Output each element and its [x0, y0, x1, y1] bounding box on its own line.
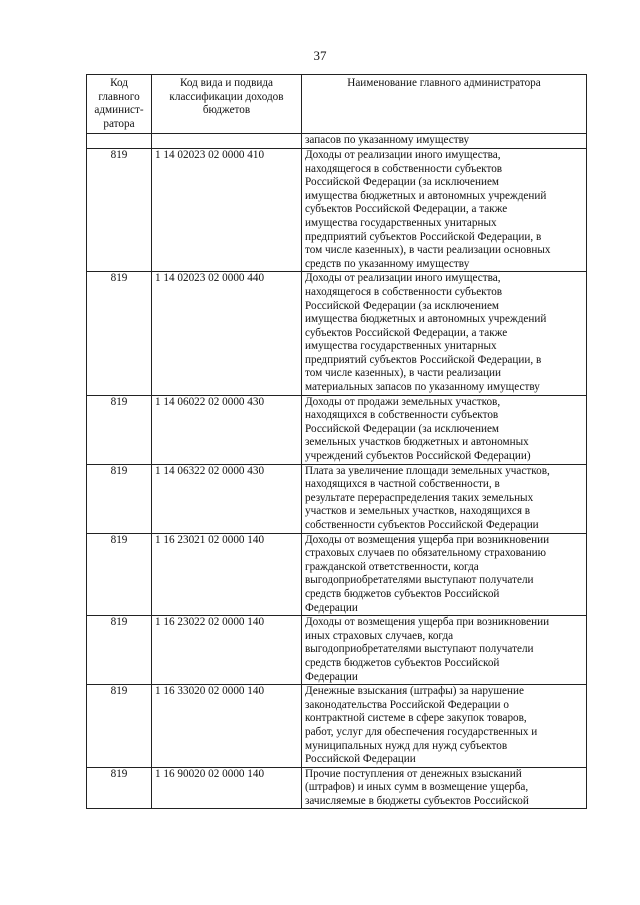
admin-name-line: имущества бюджетных и автономных учреждений: [305, 189, 547, 202]
admin-name-line: выгодоприобретателями выступают получатели: [305, 643, 534, 656]
admin-name-line: находящегося в собственности субъектов: [305, 162, 503, 175]
admin-code-cell: 819: [87, 767, 152, 809]
header-admin-code: Код главного админист- ратора: [87, 75, 152, 134]
admin-code-cell: 819: [87, 616, 152, 685]
admin-name-line: предприятий субъектов Российской Федерации, в: [305, 353, 542, 366]
admin-name-line: находящегося в собственности субъектов: [305, 285, 503, 298]
admin-name-line: Доходы от возмещения ущерба при возникновении: [305, 533, 550, 546]
admin-name-cell: [302, 616, 587, 685]
admin-name-line: средств бюджетов субъектов Российской: [305, 587, 500, 600]
admin-name-cell: [302, 272, 587, 395]
admin-name-line: Доходы от реализации иного имущества,: [305, 148, 501, 161]
admin-name-cell: [302, 767, 587, 809]
income-code-cell: 1 16 23022 02 0000 140: [152, 616, 302, 685]
admin-name-line: Доходы от реализации иного имущества,: [305, 272, 501, 285]
admin-name-line: имущества государственных унитарных: [305, 340, 497, 353]
admin-name-cell: [302, 464, 587, 533]
table-row: [87, 767, 587, 809]
admin-code-cell: 819: [87, 395, 152, 464]
table-row: [87, 685, 587, 768]
admin-name-line: находящихся в собственности субъектов: [305, 409, 499, 422]
table-row: [87, 272, 587, 395]
admin-name-cell: [302, 685, 587, 768]
admin-name-line: муниципальных нужд для нужд субъектов: [305, 739, 508, 752]
admin-name-line: средств бюджетов субъектов Российской: [305, 656, 500, 669]
income-code-cell: 1 16 23021 02 0000 140: [152, 533, 302, 616]
admin-name-line: том числе казенных), в части реализации: [305, 367, 501, 380]
admin-name-line: иных страховых случаев, когда: [305, 629, 454, 642]
header-admin-name: Наименование главного администратора: [302, 75, 587, 134]
admin-name-line: участков и земельных участков, находящихся в: [305, 505, 531, 518]
admin-name-line: Российской Федерации (за исключением: [305, 422, 499, 435]
admin-name-line: Федерации: [305, 601, 358, 614]
income-code-cell: 1 16 90020 02 0000 140: [152, 767, 302, 809]
admin-name-line: Прочие поступления от денежных взысканий: [305, 767, 522, 780]
income-code-cell: 1 14 02023 02 0000 410: [152, 148, 302, 271]
table-row: [87, 464, 587, 533]
admin-name-cell: [302, 533, 587, 616]
admin-name-line: работ, услуг для обеспечения государственных и: [305, 725, 538, 738]
admin-name-line: учреждений субъектов Российской Федерации): [305, 450, 531, 463]
admin-name-line: результате перераспределения таких земельных: [305, 491, 534, 504]
continuation-name-cell: запасов по указанному имуществу: [302, 134, 587, 149]
admin-name-line: предприятий субъектов Российской Федерации, в: [305, 230, 542, 243]
admin-name-line: выгодоприобретателями выступают получатели: [305, 574, 534, 587]
table-header-row: [87, 75, 587, 134]
table-row: [87, 395, 587, 464]
admin-name-line: законодательства Российской Федерации о: [305, 698, 509, 711]
table-row: [87, 616, 587, 685]
admin-name-line: Денежные взыскания (штрафы) за нарушение: [305, 685, 524, 698]
income-administrators-table: [86, 74, 587, 809]
header-income-code: Код вида и подвида классификации доходов бюджетов: [152, 75, 302, 134]
admin-code-cell: 819: [87, 148, 152, 271]
continuation-row: [87, 134, 587, 149]
admin-name-line: том числе казенных), в части реализации основных: [305, 244, 551, 257]
admin-name-line: страховых случаев по обязательному страхованию: [305, 547, 547, 560]
admin-name-line: зачисляемые в бюджеты субъектов Российской: [305, 794, 529, 807]
admin-code-cell: 819: [87, 272, 152, 395]
admin-name-line: Доходы от продажи земельных участков,: [305, 395, 501, 408]
admin-code-cell: 819: [87, 533, 152, 616]
income-code-cell: 1 16 33020 02 0000 140: [152, 685, 302, 768]
admin-name-line: Федерации: [305, 670, 358, 683]
admin-name-line: имущества государственных унитарных: [305, 216, 497, 229]
table-row: [87, 148, 587, 271]
page-number: 37: [313, 48, 327, 63]
income-code-cell: 1 14 06022 02 0000 430: [152, 395, 302, 464]
admin-name-line: собственности субъектов Российской Федерации: [305, 519, 539, 531]
admin-code-cell: 819: [87, 685, 152, 768]
admin-name-cell: [302, 148, 587, 271]
admin-name-cell: [302, 395, 587, 464]
income-code-cell: 1 14 02023 02 0000 440: [152, 272, 302, 395]
admin-name-line: средств по указанному имуществу: [305, 257, 470, 270]
admin-name-line: земельных участков бюджетных и автономных: [305, 436, 529, 449]
admin-name-line: гражданской ответственности, когда: [305, 560, 479, 573]
admin-name-line: субъектов Российской Федерации, а также: [305, 203, 508, 216]
admin-name-line: Российской Федерации (за исключением: [305, 176, 499, 189]
admin-name-line: Плата за увеличение площади земельных участков,: [305, 464, 550, 477]
admin-name-line: находящихся в частной собственности, в: [305, 478, 500, 491]
admin-name-line: Российской Федерации (за исключением: [305, 299, 499, 312]
admin-name-line: материальных запасов по указанному имуществу: [305, 381, 540, 394]
admin-name-line: контрактной системе в сфере закупок товаров,: [305, 712, 527, 725]
admin-name-line: субъектов Российской Федерации, а также: [305, 326, 508, 339]
continuation-admin-cell: [87, 134, 152, 149]
admin-name-line: (штрафов) и иных сумм в возмещение ущерба,: [305, 781, 529, 794]
income-code-cell: 1 14 06322 02 0000 430: [152, 464, 302, 533]
admin-name-line: Российской Федерации: [305, 753, 416, 766]
admin-code-cell: 819: [87, 464, 152, 533]
admin-name-line: Доходы от возмещения ущерба при возникновении: [305, 616, 550, 629]
admin-name-line: имущества бюджетных и автономных учреждений: [305, 313, 547, 326]
table-row: [87, 533, 587, 616]
continuation-code-cell: [152, 134, 302, 149]
